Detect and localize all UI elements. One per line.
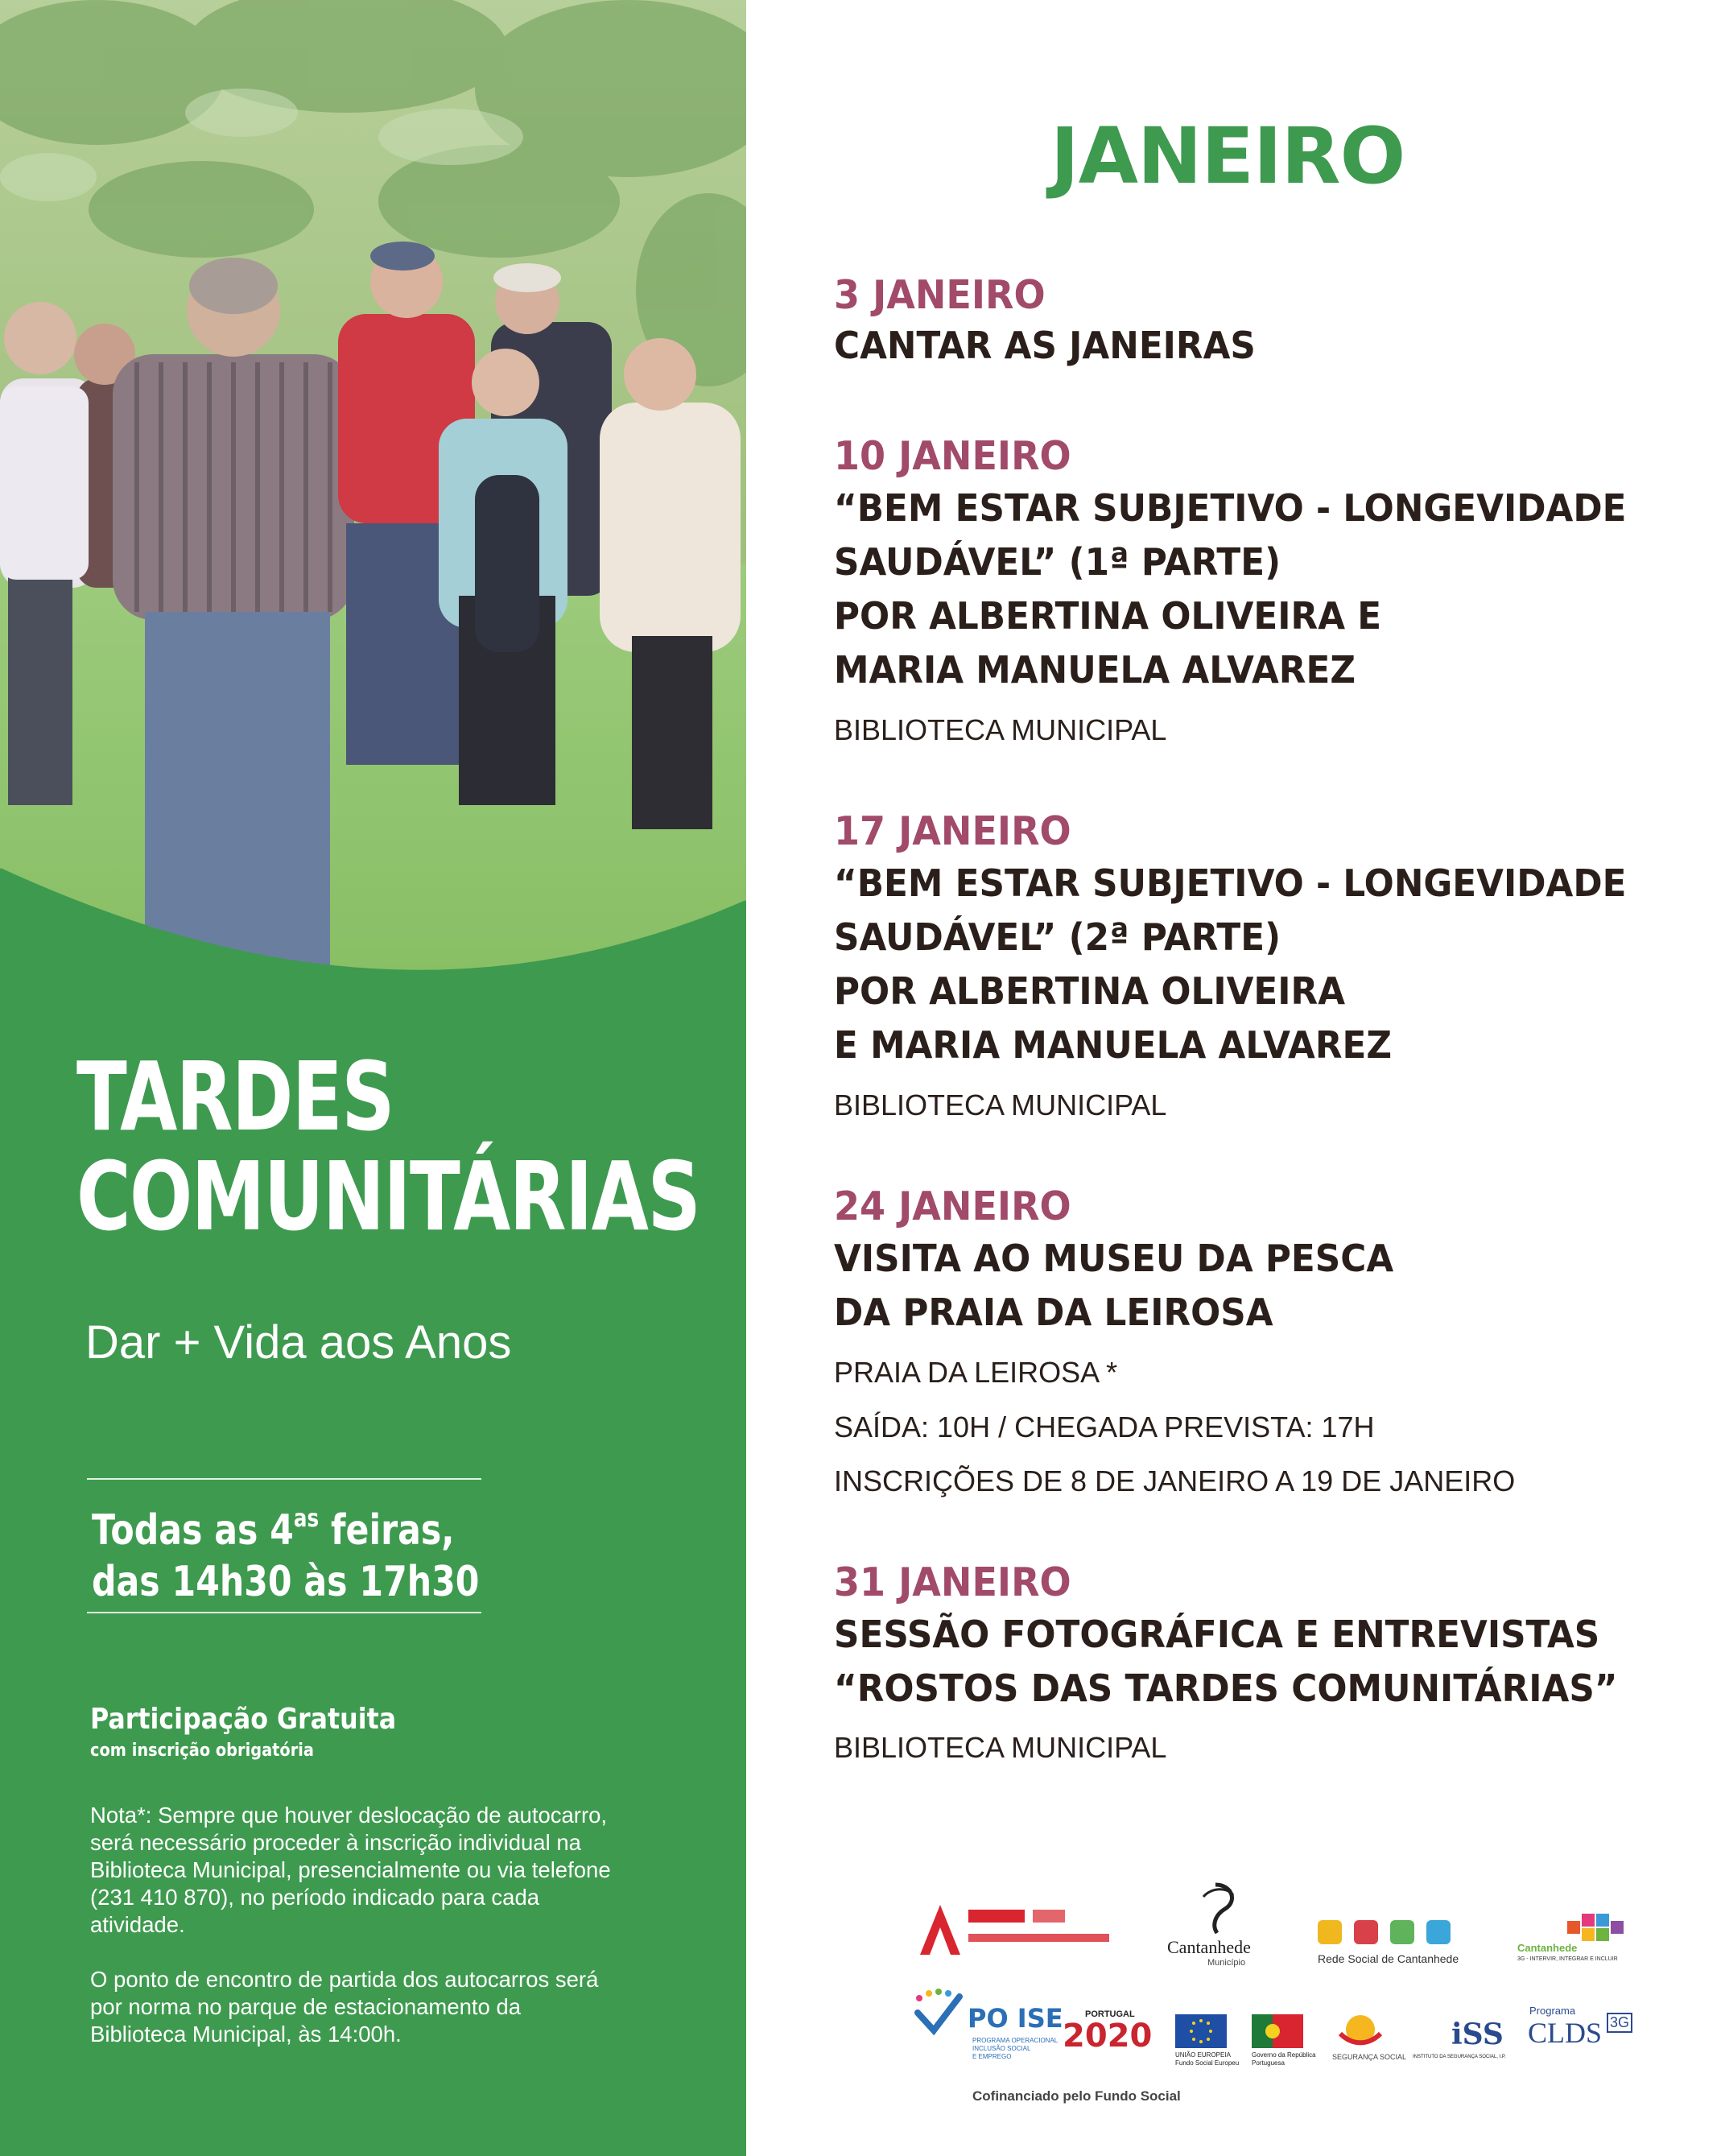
event-title bbox=[834, 1608, 1618, 1716]
eu-text-line: Fundo Social Europeu bbox=[1175, 2059, 1240, 2067]
event-title-line: “ROSTOS DAS TARDES COMUNITÁRIAS” bbox=[834, 1667, 1618, 1710]
note-line: Nota*: Sempre que houver deslocação de autocarro, bbox=[90, 1803, 608, 1828]
event-location: BIBLIOTECA MUNICIPAL bbox=[834, 1088, 1167, 1121]
event-location: BIBLIOTECA MUNICIPAL bbox=[834, 713, 1167, 746]
schedule-line1-post: feiras, bbox=[319, 1506, 455, 1555]
note-line: O ponto de encontro de partida dos autocarros será bbox=[90, 1967, 599, 1992]
clds-top: Programa bbox=[1529, 2005, 1576, 2017]
poise-subtext bbox=[972, 2037, 1058, 2061]
title-line: TARDES bbox=[76, 1041, 394, 1152]
note-line: será necessário proceder à inscrição individual na bbox=[90, 1830, 581, 1855]
note-line: atividade. bbox=[90, 1912, 185, 1937]
cofinanced-text: Cofinanciado pelo Fundo Social bbox=[972, 2088, 1181, 2104]
event-date: 10 JANEIRO bbox=[834, 433, 1071, 479]
divider-bottom bbox=[87, 1612, 481, 1613]
iss-text: iSS bbox=[1451, 2018, 1504, 2051]
clds-sup: 3G bbox=[1607, 2013, 1632, 2033]
poise-logo bbox=[910, 1989, 1063, 2077]
series-subtitle: Dar + Vida aos Anos bbox=[85, 1316, 512, 1369]
event-date: 17 JANEIRO bbox=[834, 808, 1071, 854]
event-series-title bbox=[76, 1041, 746, 1252]
event-times: SAÍDA: 10H / CHEGADA PREVISTA: 17H bbox=[834, 1410, 1375, 1444]
note-line: (231 410 870), no período indicado para cada bbox=[90, 1885, 540, 1910]
poise-subtext-line: E EMPREGO bbox=[972, 2053, 1012, 2060]
group-photo bbox=[0, 0, 746, 998]
eu-text bbox=[1175, 2051, 1239, 2067]
note-line: por norma no parque de estacionamento da bbox=[90, 1994, 522, 2019]
cantanhede-3g-text: Cantanhede bbox=[1517, 1942, 1578, 1954]
clds-text: CLDS bbox=[1528, 2017, 1603, 2049]
month-heading: JANEIRO bbox=[1050, 111, 1405, 201]
event-title-line: SAUDÁVEL” (1ª PARTE) bbox=[834, 540, 1281, 584]
schedule-line1-pre: Todas as 4 bbox=[92, 1506, 294, 1555]
government-text-line: Governo da República bbox=[1252, 2051, 1316, 2059]
clds-logo bbox=[1528, 2005, 1640, 2069]
eu-flag-icon bbox=[1175, 2014, 1227, 2048]
portugal2020-top: PORTUGAL bbox=[1085, 2009, 1135, 2019]
event-title-line: E MARIA MANUELA ALVAREZ bbox=[834, 1023, 1393, 1067]
eu-text-line: UNIÃO EUROPEIA bbox=[1175, 2051, 1231, 2059]
divider-top bbox=[87, 1478, 481, 1480]
red-a-icon bbox=[920, 1905, 960, 1955]
eu-logo bbox=[1175, 2014, 1264, 2071]
event-registration: INSCRIÇÕES DE 8 DE JANEIRO A 19 DE JANEIRO bbox=[834, 1464, 1516, 1497]
schedule-sup: as bbox=[293, 1505, 320, 1533]
government-text-line: Portuguesa bbox=[1252, 2059, 1285, 2067]
rede-social-text: Rede Social de Cantanhede bbox=[1318, 1952, 1459, 1965]
government-text bbox=[1252, 2051, 1316, 2067]
event-location: BIBLIOTECA MUNICIPAL bbox=[834, 1731, 1167, 1764]
poise-check-icon bbox=[916, 1989, 959, 2030]
event-title-line: CANTAR AS JANEIRAS bbox=[834, 324, 1256, 367]
event-date: 24 JANEIRO bbox=[834, 1183, 1071, 1229]
event-title-line: SESSÃO FOTOGRÁFICA E ENTREVISTAS bbox=[834, 1613, 1600, 1656]
event-title-line: POR ALBERTINA OLIVEIRA bbox=[834, 969, 1346, 1013]
cantanhede-logo-subtext: Município bbox=[1207, 1958, 1246, 1968]
schedule-text bbox=[92, 1493, 479, 1608]
poise-subtext-line: PROGRAMA OPERACIONAL bbox=[972, 2037, 1059, 2044]
event-title-line: “BEM ESTAR SUBJETIVO - LONGEVIDADE bbox=[834, 861, 1627, 905]
puzzle-icon bbox=[1318, 1920, 1451, 1944]
event-title-line: “BEM ESTAR SUBJETIVO - LONGEVIDADE bbox=[834, 486, 1627, 530]
event-title-line: VISITA AO MUSEU DA PESCA bbox=[834, 1237, 1394, 1280]
iss-subtext: INSTITUTO DA SEGURANÇA SOCIAL, I.P. bbox=[1413, 2055, 1506, 2059]
event-title-line: DA PRAIA DA LEIROSA bbox=[834, 1291, 1273, 1334]
title-line: COMUNITÁRIAS bbox=[76, 1141, 700, 1252]
event-location: PRAIA DA LEIROSA * bbox=[834, 1356, 1118, 1389]
rede-social-logo bbox=[1314, 1916, 1475, 1972]
cantanhede-logo bbox=[1167, 1881, 1264, 1969]
note-line: Biblioteca Municipal, presencialmente ou via telefone bbox=[90, 1857, 611, 1882]
portugal2020-text: 2020 bbox=[1063, 2018, 1153, 2055]
portugal-flag-icon bbox=[1252, 2014, 1303, 2048]
note-meeting-point bbox=[90, 1966, 670, 2048]
left-panel bbox=[0, 0, 746, 2156]
seguranca-social-icon bbox=[1332, 2009, 1389, 2050]
event-title bbox=[834, 857, 1626, 1072]
poise-subtext-line: INCLUSÃO SOCIAL bbox=[972, 2045, 1031, 2052]
seguranca-social-logo bbox=[1332, 2009, 1413, 2074]
portugal2020-logo bbox=[1054, 2009, 1175, 2058]
event-title-line: POR ALBERTINA OLIVEIRA E bbox=[834, 594, 1382, 638]
seguranca-social-text: SEGURANÇA SOCIAL bbox=[1332, 2053, 1407, 2061]
partner-logo-red bbox=[912, 1898, 1121, 1963]
participation-text: Participação Gratuita bbox=[90, 1703, 397, 1736]
participation-subtext: com inscrição obrigatória bbox=[90, 1741, 314, 1761]
cantanhede-logo-text: Cantanhede bbox=[1167, 1937, 1251, 1957]
puzzle-cluster-icon bbox=[1567, 1914, 1624, 1941]
iss-logo bbox=[1413, 2018, 1525, 2074]
event-title-line: MARIA MANUELA ALVAREZ bbox=[834, 648, 1356, 692]
event-date: 31 JANEIRO bbox=[834, 1559, 1071, 1605]
event-title bbox=[834, 481, 1626, 697]
schedule-line2: das 14h30 às 17h30 bbox=[92, 1558, 480, 1606]
cantanhede-3g-logo bbox=[1517, 1910, 1638, 1974]
event-title bbox=[834, 1232, 1393, 1340]
event-date: 3 JANEIRO bbox=[834, 272, 1046, 318]
note-line: Biblioteca Municipal, às 14:00h. bbox=[90, 2022, 402, 2047]
note-bus-registration bbox=[90, 1802, 670, 1939]
poise-text: PO ISE bbox=[968, 2003, 1063, 2034]
government-logo bbox=[1252, 2014, 1340, 2071]
event-title-line: SAUDÁVEL” (2ª PARTE) bbox=[834, 915, 1281, 959]
cantanhede-3g-subtext: 3G - INTERVIR, INTEGRAR E INCLUIR bbox=[1517, 1956, 1618, 1962]
event-title bbox=[834, 319, 1256, 373]
